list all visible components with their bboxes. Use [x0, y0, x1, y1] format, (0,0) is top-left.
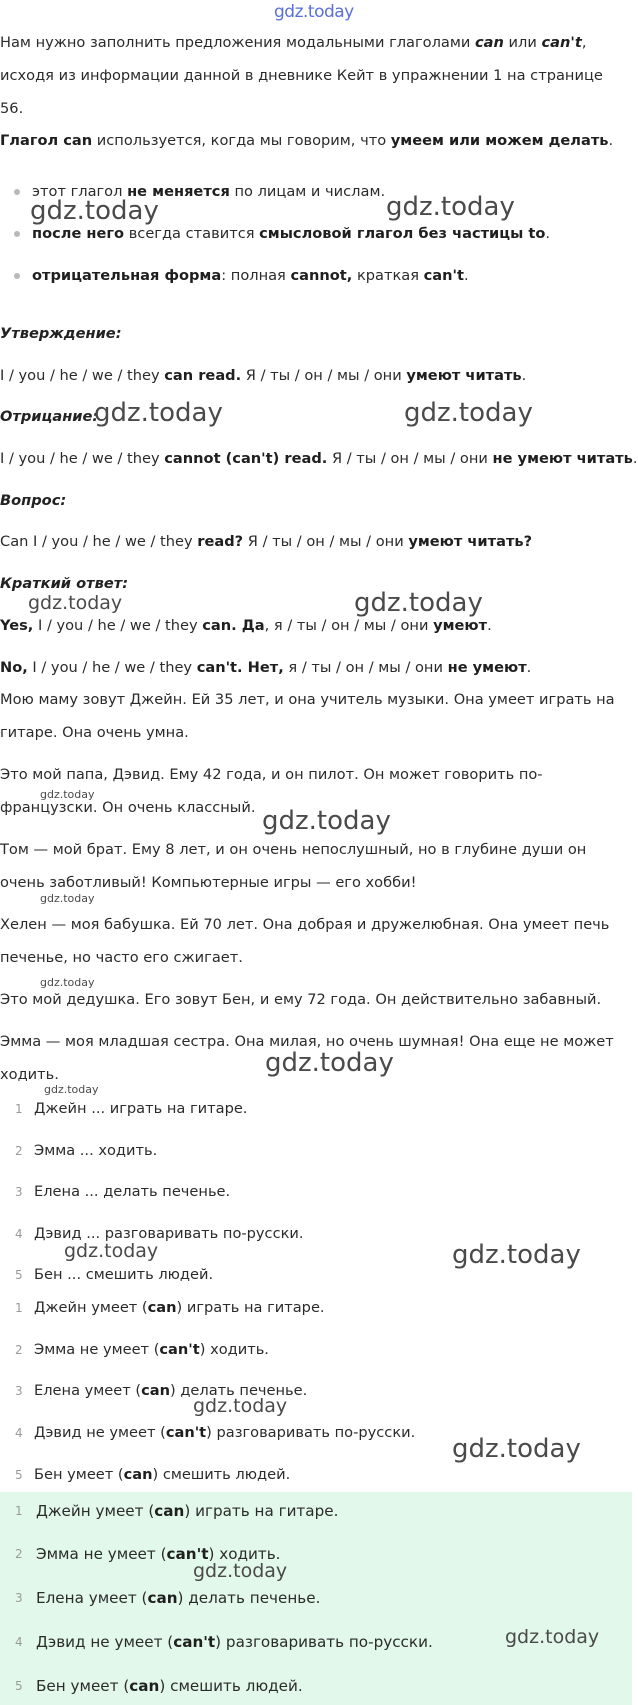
question-example: Can I / you / he / we / they read? Я / ты / он / мы / они умеют читать?	[0, 533, 533, 550]
watermark: gdz.today	[64, 1240, 159, 1262]
short-answer-heading: Краткий ответ:	[0, 575, 129, 592]
watermark: gdz.today	[354, 588, 483, 618]
translation-line: Это мой дедушка. Его зовут Бен, и ему 72 года. Он действительно забавный.	[0, 991, 602, 1008]
translation-line: французски. Он очень классный.	[0, 799, 256, 816]
final-answer-number: 3	[15, 1591, 23, 1605]
task-item: Елена ... делать печенье.	[34, 1183, 231, 1200]
final-answer-number: 5	[15, 1679, 23, 1693]
task-item: Джейн ... играть на гитаре.	[34, 1100, 248, 1117]
watermark: gdz.today	[452, 1434, 581, 1464]
watermark: gdz.today	[40, 788, 95, 801]
answer-item: Джейн умеет (can) играть на гитаре.	[34, 1299, 325, 1316]
watermark: gdz.today	[94, 398, 223, 428]
answer-number: 3	[15, 1384, 23, 1398]
task-number: 2	[15, 1144, 23, 1158]
task-item: Бен ... смешить людей.	[34, 1266, 214, 1283]
bullet-item-2: после него всегда ставится смысловой глагол без частицы to.	[32, 225, 551, 242]
final-answer-number: 1	[15, 1504, 23, 1518]
task-number: 4	[15, 1227, 23, 1241]
intro-line-1: Нам нужно заполнить предложения модальными глаголами can или can't,	[0, 34, 587, 51]
intro-line-2: исходя из информации данной в дневнике Кейт в упражнении 1 на странице	[0, 67, 603, 84]
answer-item: Бен умеет (can) смешить людей.	[34, 1466, 291, 1483]
watermark: gdz.today	[404, 398, 533, 428]
bullet-item-1: этот глагол не меняется по лицам и числам.	[32, 183, 386, 200]
task-number: 3	[15, 1185, 23, 1199]
bullet-item-3: отрицательная форма: полная cannot, краткая can't.	[32, 267, 469, 284]
watermark: gdz.today	[40, 892, 95, 905]
answer-item: Дэвид не умеет (can't) разговаривать по-русски.	[34, 1424, 416, 1441]
intro-line-3: 56.	[0, 100, 24, 117]
watermark: gdz.today	[193, 1560, 288, 1582]
translation-line: Том — мой брат. Ему 8 лет, и он очень непослушный, но в глубине души он	[0, 841, 587, 858]
bullet-dot	[14, 273, 20, 279]
short-answer-yes: Yes, I / you / he / we / they can. Да, я / ты / он / мы / они умеют.	[0, 617, 492, 634]
task-number: 5	[15, 1268, 23, 1282]
watermark: gdz.today	[262, 806, 391, 836]
final-answer-item: Бен умеет (can) смешить людей.	[36, 1677, 303, 1695]
answer-number: 2	[15, 1343, 23, 1357]
watermark: gdz.today	[265, 1048, 394, 1078]
negative-heading: Отрицание:	[0, 408, 99, 425]
final-answer-item: Эмма не умеет (can't) ходить.	[36, 1545, 281, 1563]
affirmative-heading: Утверждение:	[0, 325, 122, 342]
watermark: gdz.today	[452, 1240, 581, 1270]
can-usage-paragraph: Глагол can используется, когда мы говорим, что умеем или можем делать.	[0, 132, 614, 149]
watermark: gdz.today	[386, 192, 515, 222]
answer-item: Эмма не умеет (can't) ходить.	[34, 1341, 269, 1358]
translation-line: Это мой папа, Дэвид. Ему 42 года, и он пилот. Он может говорить по-	[0, 766, 543, 783]
affirmative-example: I / you / he / we / they can read. Я / ты / он / мы / они умеют читать.	[0, 367, 527, 384]
final-answer-item: Елена умеет (can) делать печенье.	[36, 1589, 321, 1607]
answer-number: 5	[15, 1468, 23, 1482]
translation-line: очень заботливый! Компьютерные игры — его хобби!	[0, 874, 417, 891]
task-item: Дэвид ... разговаривать по-русски.	[34, 1225, 304, 1242]
watermark: gdz.today	[505, 1626, 600, 1648]
watermark: gdz.today	[30, 196, 159, 226]
watermark: gdz.today	[193, 1395, 288, 1417]
watermark: gdz.today	[44, 1083, 99, 1096]
final-answer-number: 2	[15, 1547, 23, 1561]
answer-item: Елена умеет (can) делать печенье.	[34, 1382, 308, 1399]
short-answer-no: No, I / you / he / we / they can't. Нет, я / ты / он / мы / они не умеют.	[0, 659, 532, 676]
task-item: Эмма ... ходить.	[34, 1142, 158, 1159]
site-logo[interactable]: gdz.today	[274, 2, 354, 22]
translation-line: Хелен — моя бабушка. Ей 70 лет. Она добрая и дружелюбная. Она умеет печь	[0, 916, 610, 933]
watermark: gdz.today	[28, 592, 123, 614]
translation-line: Эмма — моя младшая сестра. Она милая, но очень шумная! Она еще не может	[0, 1033, 614, 1050]
answer-number: 1	[15, 1301, 23, 1315]
translation-line: Мою маму зовут Джейн. Ей 35 лет, и она учитель музыки. Она умеет играть на	[0, 691, 615, 708]
bullet-dot	[14, 231, 20, 237]
task-number: 1	[15, 1102, 23, 1116]
negative-example: I / you / he / we / they cannot (can't) read. Я / ты / он / мы / они не умеют читать.	[0, 450, 638, 467]
final-answer-item: Дэвид не умеет (can't) разговаривать по-русски.	[36, 1633, 433, 1651]
answer-number: 4	[15, 1426, 23, 1440]
question-heading: Вопрос:	[0, 492, 67, 509]
bullet-dot	[14, 189, 20, 195]
translation-line: ходить.	[0, 1066, 59, 1083]
translation-line: печенье, но часто его сжигает.	[0, 949, 243, 966]
final-answer-number: 4	[15, 1635, 23, 1649]
translation-line: гитаре. Она очень умна.	[0, 724, 189, 741]
watermark: gdz.today	[40, 976, 95, 989]
final-answer-item: Джейн умеет (can) играть на гитаре.	[36, 1502, 339, 1520]
